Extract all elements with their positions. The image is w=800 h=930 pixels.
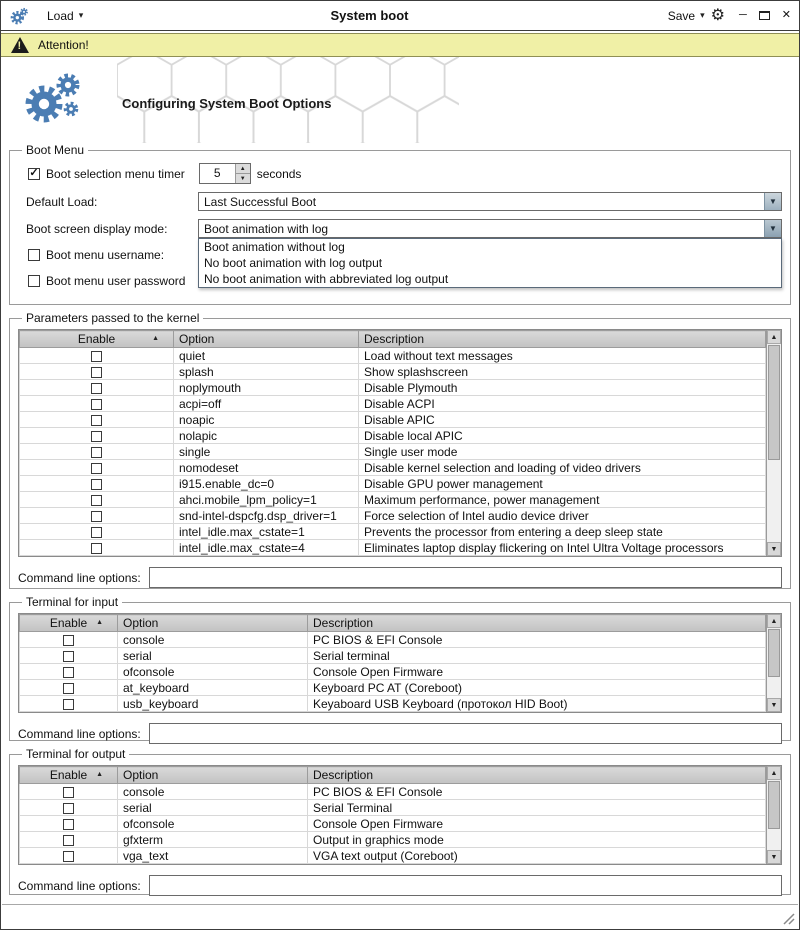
scroll-track[interactable] [767,628,781,698]
enable-cell [20,444,174,460]
sort-ascending-icon: ▲ [152,335,159,342]
window-controls [739,10,791,21]
table-row[interactable] [20,412,766,428]
vertical-scrollbar[interactable] [766,766,781,864]
table-row[interactable] [20,396,766,412]
description-cell: Disable APIC [359,412,766,428]
option-cell: console [118,632,308,648]
page-header [1,57,799,143]
boot-timer-label: Boot selection menu timer [46,166,185,181]
scroll-up-button[interactable]: ▲ [767,766,781,780]
save-menu-label: Save [667,8,696,23]
chevron-down-icon[interactable]: ▼ [764,220,781,237]
table-row[interactable] [20,784,766,800]
vertical-scrollbar[interactable] [766,330,781,556]
resize-grip-icon[interactable] [781,911,795,925]
table-header-row [20,767,766,784]
enable-cell [20,348,174,364]
option-cell: nomodeset [174,460,359,476]
enable-checkbox[interactable] [63,851,74,862]
boot-menu-legend: Boot Menu [26,143,85,157]
default-load-row [18,192,782,211]
table-row[interactable] [20,508,766,524]
page-title: Configuring System Boot Options [122,96,332,111]
enable-cell [20,648,118,664]
enable-checkbox[interactable] [63,683,74,694]
description-cell: Force selection of Intel audio device driver [359,508,766,524]
description-cell: Eliminates laptop display flickering on Intel Ultra Voltage processors [359,540,766,556]
enable-checkbox[interactable] [91,415,102,426]
enable-cell [20,492,174,508]
enable-cell [20,540,174,556]
terminal-output-cmd-row [18,875,782,896]
terminal-output-group [9,747,791,895]
enable-checkbox[interactable] [63,651,74,662]
table-row[interactable] [20,428,766,444]
boot-menu-group [9,143,791,305]
attention-text: Attention! [38,38,89,52]
column-header-enable[interactable]: Enable ▲ [20,331,174,348]
kernel-params-group [9,311,791,589]
display-mode-label: Boot screen display mode: [26,221,168,236]
option-cell: console [118,784,308,800]
kernel-params-table [19,330,766,556]
status-bar [2,904,798,928]
display-mode-dropdown-list [198,238,782,288]
enable-checkbox[interactable] [63,787,74,798]
load-menu-label: Load [47,8,74,23]
app-gear-icon [9,6,29,26]
terminal-input-command-line-input[interactable] [149,723,782,744]
enable-cell [20,832,118,848]
table-row[interactable] [20,492,766,508]
window-title: System boot [330,8,409,23]
enable-cell [20,848,118,864]
terminal-input-group [9,595,791,741]
spinner-buttons [235,164,250,183]
attention-banner [1,33,799,57]
kernel-cmd-row [18,567,782,588]
settings-gear-icon[interactable]: ⚙ [710,6,725,24]
enable-cell [20,664,118,680]
scroll-up-button[interactable]: ▲ [767,614,781,628]
description-cell: Single user mode [359,444,766,460]
description-cell: VGA text output (Coreboot) [308,848,766,864]
table-row[interactable] [20,540,766,556]
enable-checkbox[interactable] [91,367,102,378]
terminal-output-cmd-label: Command line options: [18,878,141,893]
enable-checkbox[interactable] [63,835,74,846]
table-row[interactable] [20,476,766,492]
terminal-input-cmd-row [18,723,782,744]
dropdown-option[interactable]: No boot animation with abbreviated log output [204,272,449,286]
enable-cell [20,816,118,832]
option-cell: ofconsole [118,664,308,680]
option-cell: noplymouth [174,380,359,396]
table-row[interactable] [20,832,766,848]
scroll-track[interactable] [767,780,781,850]
enable-checkbox[interactable] [63,803,74,814]
description-cell: Disable kernel selection and loading of video drivers [359,460,766,476]
enable-cell [20,784,118,800]
option-cell: intel_idle.max_cstate=1 [174,524,359,540]
table-row[interactable] [20,524,766,540]
option-cell: snd-intel-dspcfg.dsp_driver=1 [174,508,359,524]
option-cell: splash [174,364,359,380]
terminal-output-legend: Terminal for output [26,747,126,761]
default-load-select[interactable] [198,192,782,211]
load-menu-button[interactable] [47,9,83,23]
scroll-track[interactable] [767,344,781,542]
kernel-command-line-input[interactable] [149,567,782,588]
table-header-row [20,615,766,632]
terminal-input-table [19,614,766,712]
default-load-value: Last Successful Boot [204,194,317,209]
minimize-button[interactable]: ─ [738,9,747,21]
option-cell: vga_text [118,848,308,864]
dropdown-option[interactable]: No boot animation with log output [204,256,383,270]
enable-cell [20,428,174,444]
table-row[interactable] [20,680,766,696]
boot-timer-checkbox[interactable] [28,168,40,180]
description-cell: Serial Terminal [308,800,766,816]
chevron-down-icon: ▾ [700,10,705,20]
table-row[interactable] [20,648,766,664]
enable-checkbox[interactable] [91,543,102,554]
column-header-enable[interactable]: Enable ▲ [20,615,118,632]
enable-checkbox[interactable] [91,511,102,522]
table-row[interactable] [20,348,766,364]
scroll-up-button[interactable]: ▲ [767,330,781,344]
terminal-output-command-line-input[interactable] [149,875,782,896]
option-cell: serial [118,800,308,816]
scroll-down-button[interactable]: ▼ [767,850,781,864]
titlebar [1,1,799,31]
check-icon: ✓ [29,167,39,179]
option-cell: intel_idle.max_cstate=4 [174,540,359,556]
column-header-description[interactable]: Description [308,767,766,784]
terminal-output-table-container [18,765,782,865]
maximize-button[interactable] [759,11,770,20]
sort-ascending-icon: ▲ [96,619,103,626]
option-cell: i915.enable_dc=0 [174,476,359,492]
chevron-down-icon[interactable]: ▼ [764,193,781,210]
description-cell: Keyboard PC AT (Coreboot) [308,680,766,696]
description-cell: Disable GPU power management [359,476,766,492]
description-cell: PC BIOS & EFI Console [308,784,766,800]
column-header-description[interactable]: Description [308,615,766,632]
column-header-option[interactable]: Option [118,615,308,632]
enable-checkbox[interactable] [91,463,102,474]
description-cell: Disable ACPI [359,396,766,412]
warning-icon: ! [11,37,29,53]
sort-ascending-icon: ▲ [96,771,103,778]
option-cell: at_keyboard [118,680,308,696]
enable-checkbox[interactable] [63,819,74,830]
table-row[interactable] [20,800,766,816]
description-cell: Disable Plymouth [359,380,766,396]
timer-spinner[interactable] [199,163,251,184]
boot-username-checkbox[interactable] [28,249,40,261]
table-row[interactable] [20,380,766,396]
boot-password-label: Boot menu user password [46,274,186,288]
enable-cell [20,524,174,540]
scroll-thumb[interactable] [768,345,780,460]
kernel-cmd-label: Command line options: [18,570,141,585]
column-header-enable[interactable]: Enable ▲ [20,767,118,784]
dropdown-option[interactable]: Boot animation without log [204,240,345,254]
terminal-input-cmd-label: Command line options: [18,726,141,741]
table-row[interactable] [20,632,766,648]
enable-cell [20,380,174,396]
table-header-row [20,331,766,348]
vertical-scrollbar[interactable] [766,614,781,712]
table-row[interactable] [20,460,766,476]
timer-unit-label: seconds [256,166,302,181]
column-header-description[interactable]: Description [359,331,766,348]
kernel-table-container [18,329,782,557]
spin-down-button[interactable]: ▼ [236,173,250,183]
option-cell: ofconsole [118,816,308,832]
terminal-output-table [19,766,766,864]
option-cell: usb_keyboard [118,696,308,712]
enable-cell [20,696,118,712]
enable-checkbox[interactable] [91,383,102,394]
column-header-option[interactable]: Option [174,331,359,348]
enable-checkbox[interactable] [91,447,102,458]
table-row[interactable] [20,848,766,864]
description-cell: Maximum performance, power management [359,492,766,508]
table-row[interactable] [20,816,766,832]
option-cell: noapic [174,412,359,428]
enable-checkbox[interactable] [91,351,102,362]
option-cell: ahci.mobile_lpm_policy=1 [174,492,359,508]
table-row[interactable] [20,696,766,712]
gears-logo [21,66,85,130]
default-load-label: Default Load: [26,194,98,209]
close-button[interactable]: ✕ [781,9,791,21]
enable-checkbox[interactable] [91,527,102,538]
description-cell: Keyaboard USB Keyboard (протокол HID Boot) [308,696,766,712]
enable-cell [20,680,118,696]
column-header-option[interactable]: Option [118,767,308,784]
description-cell: Show splashscreen [359,364,766,380]
display-mode-select[interactable] [198,219,782,238]
terminal-input-table-container [18,613,782,713]
boot-username-label: Boot menu username: [46,248,165,262]
enable-cell [20,412,174,428]
boot-timer-row [18,163,782,184]
enable-cell [20,364,174,380]
option-cell: gfxterm [118,832,308,848]
description-cell: Prevents the processor from entering a deep sleep state [359,524,766,540]
kernel-params-legend: Parameters passed to the kernel [26,311,200,325]
enable-checkbox[interactable] [91,399,102,410]
table-row[interactable] [20,664,766,680]
table-row[interactable] [20,444,766,460]
display-mode-value: Boot animation with log [204,221,329,236]
option-cell: quiet [174,348,359,364]
option-cell: nolapic [174,428,359,444]
description-cell: PC BIOS & EFI Console [308,632,766,648]
table-row[interactable] [20,364,766,380]
enable-checkbox[interactable] [91,495,102,506]
option-cell: single [174,444,359,460]
scroll-down-button[interactable]: ▼ [767,542,781,556]
description-cell: Console Open Firmware [308,816,766,832]
enable-checkbox[interactable] [63,667,74,678]
enable-checkbox[interactable] [63,699,74,710]
enable-checkbox[interactable] [91,431,102,442]
spin-up-button[interactable]: ▲ [236,164,250,173]
option-cell: serial [118,648,308,664]
option-cell: acpi=off [174,396,359,412]
scroll-thumb[interactable] [768,781,780,829]
description-cell: Load without text messages [359,348,766,364]
enable-cell [20,632,118,648]
enable-checkbox[interactable] [91,479,102,490]
enable-cell [20,396,174,412]
enable-cell [20,460,174,476]
terminal-input-legend: Terminal for input [26,595,119,609]
scroll-thumb[interactable] [768,629,780,677]
enable-cell [20,508,174,524]
description-cell: Console Open Firmware [308,664,766,680]
boot-password-checkbox[interactable] [28,275,40,287]
enable-cell [20,476,174,492]
description-cell: Disable local APIC [359,428,766,444]
chevron-down-icon: ▾ [78,10,84,20]
timer-value[interactable]: 5 [213,166,221,180]
enable-cell [20,800,118,816]
save-menu-button[interactable] [668,9,705,23]
enable-checkbox[interactable] [63,635,74,646]
description-cell: Serial terminal [308,648,766,664]
description-cell: Output in graphics mode [308,832,766,848]
scroll-down-button[interactable]: ▼ [767,698,781,712]
